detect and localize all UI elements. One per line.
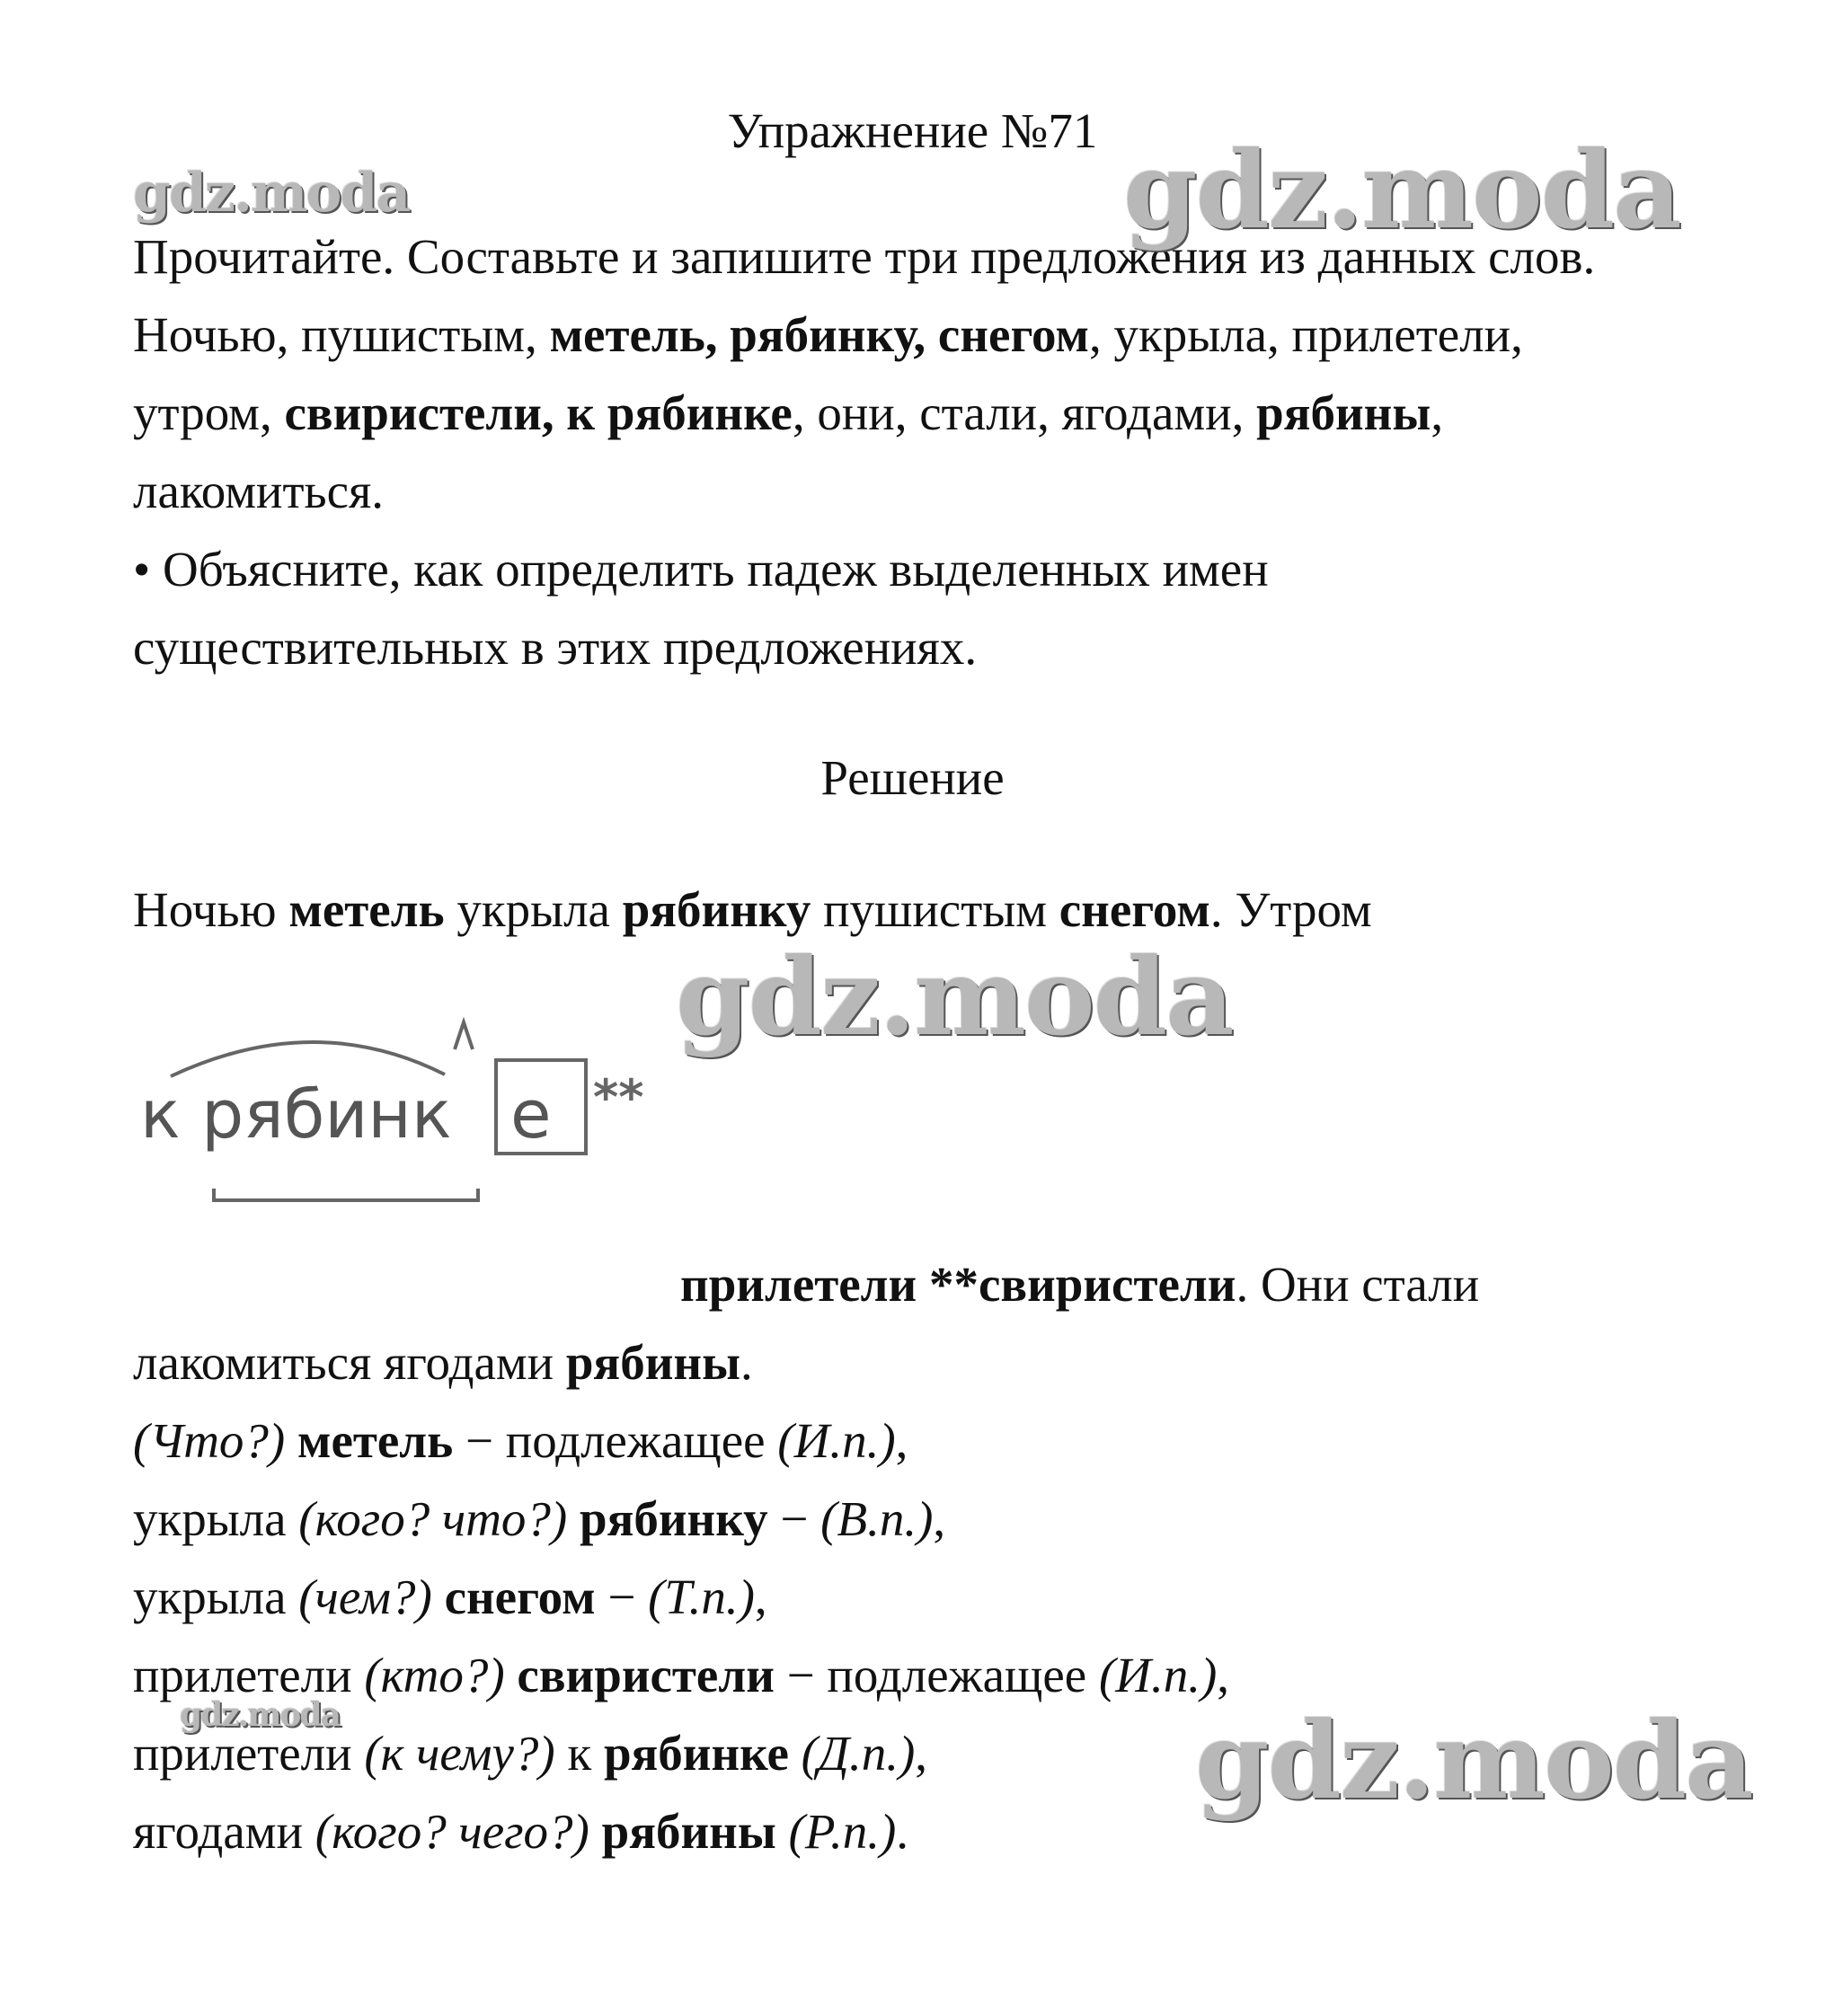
instruction-line: Прочитайте. Составьте и запишите три предложения из данных слов. xyxy=(133,229,1596,284)
stem-bracket xyxy=(214,1189,478,1200)
analysis-line-4: прилетели (кто?) свиристели − подлежащее (И.п.), xyxy=(133,1648,1230,1702)
solution-heading: Решение xyxy=(820,750,1005,805)
solution-sentence-3: лакомиться ягодами рябины. xyxy=(133,1335,753,1390)
analysis-line-3: укрыла (чем?) снегом − (Т.п.), xyxy=(133,1569,767,1624)
exercise-title: Упражнение №71 xyxy=(727,103,1098,158)
words-line-2: утром, свиристели, к рябинке, они, стали, ягодами, рябины, xyxy=(133,385,1444,440)
question-line-1: • Объясните, как определить падеж выделенных имен xyxy=(133,542,1269,597)
bold-words: метель, рябинку, снегом xyxy=(549,307,1089,362)
words-line-1: Ночью, пушистым, метель, рябинку, снегом, укрыла, прилетели, xyxy=(133,307,1523,362)
analysis-line-6: ягодами (кого? чего?) рябины (Р.п.). xyxy=(133,1804,909,1859)
watermark: gdz.moda xyxy=(1123,128,1680,252)
words-line-3: лакомиться. xyxy=(133,464,385,518)
bold-words: рябины xyxy=(1256,385,1431,440)
watermark: gdz.moda xyxy=(133,162,410,225)
solution-sentence-1: Ночью метель укрыла рябинку пушистым снегом. Утром xyxy=(133,882,1372,937)
diagram-stem: к рябинк xyxy=(140,1076,452,1154)
bold-words: свиристели, к рябинке xyxy=(284,385,793,440)
analysis-line-2: укрыла (кого? что?) рябинку − (В.п.), xyxy=(133,1491,946,1546)
diagram-stars: ** xyxy=(593,1069,644,1126)
word-parse-diagram xyxy=(135,1013,674,1220)
analysis-line-1: (Что?) метель − подлежащее (И.п.), xyxy=(133,1413,908,1468)
root-arc xyxy=(171,1042,445,1076)
question-line-2: существительных в этих предложениях. xyxy=(133,620,978,675)
diagram-ending: е xyxy=(510,1076,552,1154)
watermark: gdz.moda xyxy=(1195,1698,1752,1823)
suffix-mark xyxy=(455,1022,473,1049)
watermark: gdz.moda xyxy=(676,934,1233,1059)
analysis-line-5: прилетели (к чему?) к рябинке (Д.п.), xyxy=(133,1726,928,1781)
solution-sentence-2: прилетели **свиристели. Они стали xyxy=(680,1257,1480,1312)
watermark: gdz.moda xyxy=(180,1696,340,1734)
